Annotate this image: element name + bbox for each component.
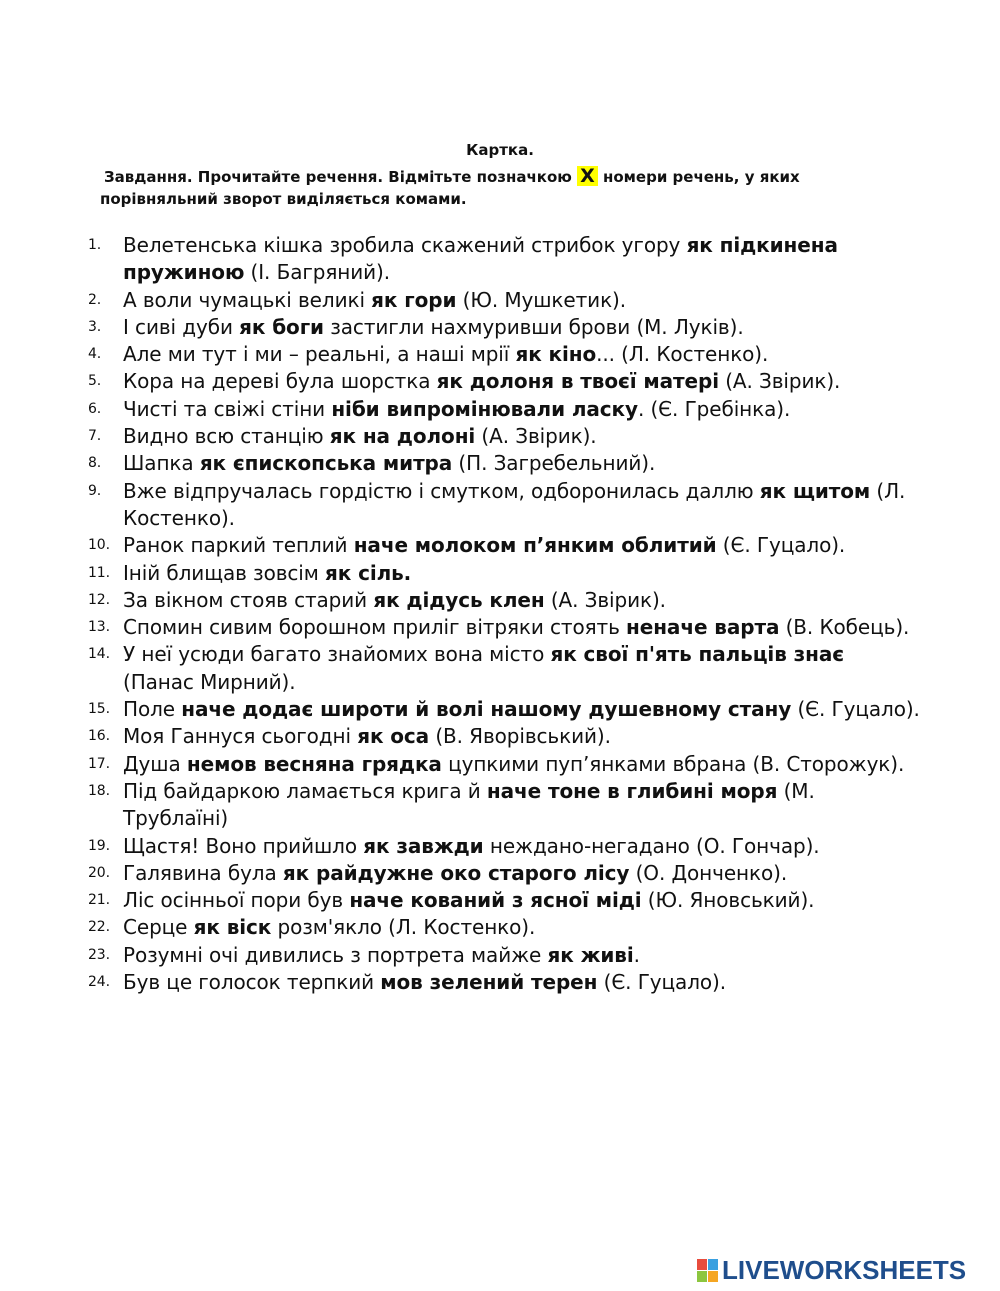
sentence-number: 9. <box>88 482 102 499</box>
sentence-item <box>80 751 920 778</box>
sentence-text: ... (Л. Костенко). <box>596 342 769 367</box>
sentence-number: 13. <box>88 619 110 636</box>
comparison-phrase: як на долоні <box>329 424 476 449</box>
sentence-text: Під байдаркою ламається крига й <box>123 778 487 803</box>
sentence-item <box>80 396 920 423</box>
sentence-item <box>80 969 920 996</box>
sentence-item <box>80 833 920 860</box>
sentence-number: 11. <box>88 564 110 581</box>
x-mark-highlight: Х <box>577 166 598 186</box>
sentence-item <box>80 287 920 314</box>
sentence-number: 19. <box>88 837 110 854</box>
sentence-text: Серце <box>123 915 194 940</box>
sentence-text: (В. Яворівський). <box>429 724 611 749</box>
sentence-text: І сиві дуби <box>123 314 240 339</box>
sentence-item <box>80 341 920 368</box>
sentence-text: Вже відпручалась гордістю і смутком, одборонилась даллю <box>123 478 760 503</box>
sentence-text: Велетенська кішка зробила скажений стрибок угору <box>123 233 687 257</box>
sentence-text: А воли чумацькі великі <box>123 287 372 312</box>
sentence-text: (Панас Мирний). <box>123 669 296 694</box>
comparison-phrase: ніби випромінювали ласку <box>331 396 638 421</box>
task-line-1 <box>100 166 880 188</box>
sentence-text: Ранок паркий теплий <box>123 533 354 558</box>
sentence-number: 8. <box>88 455 102 472</box>
sentence-text: . <box>633 942 640 967</box>
sentence-text: Шапка <box>123 451 200 476</box>
sentence-text: Галявина була <box>123 860 283 885</box>
sentence-number: 2. <box>88 291 102 308</box>
sentence-text: (Є. Гуцало). <box>716 533 846 558</box>
sentence-number: 10. <box>88 537 110 554</box>
comparison-phrase: як завжди <box>363 833 484 858</box>
sentence-number: 14. <box>88 646 110 663</box>
sentence-text: неждано-негадано (О. Гончар). <box>483 833 820 858</box>
comparison-phrase: немов весняна грядка <box>186 751 442 776</box>
comparison-phrase: як віск <box>193 915 272 940</box>
comparison-phrase: наче додає широти й волі нашому душевному стану <box>181 697 792 722</box>
card-title: Картка. <box>466 141 534 159</box>
sentence-text: Ліс осінньої пори був <box>123 888 350 913</box>
sentence-text: розм'якло (Л. Костенко). <box>271 915 536 940</box>
sentence-number: 21. <box>88 892 110 909</box>
sentence-item <box>80 368 920 395</box>
sentence-text: (В. Кобець). <box>779 615 910 640</box>
sentence-text: Був це голосок терпкий <box>123 970 381 995</box>
sentence-text: (Ю. Яновський). <box>641 888 815 913</box>
comparison-phrase: наче тоне в глибині моря <box>486 778 778 803</box>
liveworksheets-logo <box>697 1255 966 1285</box>
sentence-item <box>80 423 920 450</box>
sentence-item <box>80 587 920 614</box>
sentence-number: 6. <box>88 400 102 417</box>
comparison-phrase: як живі <box>547 942 634 967</box>
sentence-number: 7. <box>88 428 102 445</box>
sentence-item <box>80 723 920 750</box>
logo-cube <box>697 1259 707 1270</box>
sentence-text: (І. Багряний). <box>244 260 391 285</box>
sentence-text: (Є. Гуцало). <box>597 970 726 995</box>
comparison-phrase: як сіль. <box>325 560 412 585</box>
sentence-text: Розумні очі дивились з портрета майже <box>123 942 548 967</box>
sentence-text: цупкими пуп’янками вбрана (В. Сторожук). <box>441 751 905 776</box>
logo-cube <box>697 1271 707 1282</box>
sentence-number: 18. <box>88 782 110 799</box>
task-instructions <box>100 166 880 210</box>
logo-cubes-icon <box>697 1259 718 1282</box>
sentence-text: (А. Звірик). <box>475 424 597 449</box>
comparison-phrase: як єпископська митра <box>199 451 453 476</box>
sentence-item <box>80 614 920 641</box>
comparison-phrase: як оса <box>357 724 430 749</box>
sentence-text: (Л. Костенко). <box>123 478 906 530</box>
sentence-text: (М. Трублаїні) <box>123 778 815 831</box>
sentence-text: . (Є. Гребінка). <box>637 396 791 421</box>
sentence-text: (А. Звірик). <box>544 587 666 612</box>
sentence-item <box>80 887 920 914</box>
sentence-item <box>80 314 920 341</box>
sentence-item <box>80 778 920 833</box>
sentence-number: 20. <box>88 864 110 881</box>
comparison-phrase: наче молоком п’янким облитий <box>353 533 717 558</box>
comparison-phrase: як щитом <box>759 478 871 503</box>
sentence-number: 12. <box>88 591 110 608</box>
sentence-item <box>80 478 920 533</box>
comparison-phrase: як райдужне око старого лісу <box>282 860 630 885</box>
sentence-item <box>80 232 920 287</box>
sentence-item <box>80 641 920 696</box>
sentence-text: За вікном стояв старий <box>123 587 374 612</box>
sentence-number: 4. <box>88 346 102 363</box>
comparison-phrase: як кіно <box>515 342 597 367</box>
sentence-item <box>80 560 920 587</box>
comparison-phrase: як підкинена пружиною <box>123 233 838 285</box>
sentence-text: (Є. Гуцало). <box>791 697 920 722</box>
sentence-list <box>80 232 920 996</box>
comparison-phrase: як дідусь клен <box>373 587 545 612</box>
comparison-phrase: мов зелений терен <box>380 970 598 995</box>
comparison-phrase: як боги <box>239 314 324 339</box>
logo-cube <box>708 1271 718 1282</box>
comparison-phrase: як гори <box>371 287 457 312</box>
sentence-number: 1. <box>88 237 102 253</box>
sentence-number: 5. <box>88 373 102 390</box>
task-text-before: Завдання. Прочитайте речення. Відмітьте позначкою <box>104 168 578 186</box>
sentence-item <box>80 914 920 941</box>
comparison-phrase: неначе варта <box>626 615 780 640</box>
sentence-number: 3. <box>88 318 102 335</box>
comparison-phrase: як свої п'ять пальців знає <box>550 642 845 667</box>
logo-cube <box>708 1259 718 1270</box>
task-line-2: порівняльний зворот виділяється комами. <box>100 190 467 208</box>
sentence-text: Чисті та свіжі стіни <box>123 396 332 421</box>
sentence-item <box>80 860 920 887</box>
logo-text: LIVEWORKSHEETS <box>722 1254 967 1285</box>
comparison-phrase: наче кований з ясної міді <box>349 888 642 913</box>
sentence-text: Іній блищав зовсім <box>123 560 325 585</box>
sentence-number: 22. <box>88 919 110 936</box>
sentence-text: Поле <box>123 697 182 722</box>
sentence-text: (П. Загребельний). <box>452 451 656 476</box>
sentence-text: Щастя! Воно прийшло <box>123 833 364 858</box>
sentence-item <box>80 532 920 559</box>
sentence-item <box>80 942 920 969</box>
sentence-number: 24. <box>88 974 110 991</box>
sentence-text: (А. Звірик). <box>718 369 841 394</box>
sentence-number: 17. <box>88 755 110 772</box>
sentence-text: У неї усюди багато знайомих вона місто <box>123 642 551 667</box>
sentence-number: 23. <box>88 946 110 963</box>
sentence-item <box>80 450 920 477</box>
sentence-text: (О. Донченко). <box>629 860 788 885</box>
comparison-phrase: як долоня в твоєї матері <box>436 369 719 394</box>
sentence-text: (Ю. Мушкетик). <box>456 287 627 312</box>
task-text-after: номери речень, у яких <box>597 168 800 186</box>
sentence-text: Спомин сивим борошном приліг вітряки стоять <box>123 615 627 640</box>
sentence-number: 16. <box>88 728 110 745</box>
sentence-text: Моя Ганнуся сьогодні <box>123 724 358 749</box>
sentence-text: Кора на дереві була шорстка <box>123 369 437 394</box>
sentence-text: Видно всю станцію <box>123 424 330 449</box>
sentence-text: Душа <box>123 751 187 776</box>
sentence-text: застигли нахмуривши брови (М. Луків). <box>323 314 744 339</box>
sentence-text: Але ми тут і ми – реальні, а наші мрії <box>123 342 516 367</box>
sentence-number: 15. <box>88 701 110 718</box>
sentence-item <box>80 696 920 723</box>
